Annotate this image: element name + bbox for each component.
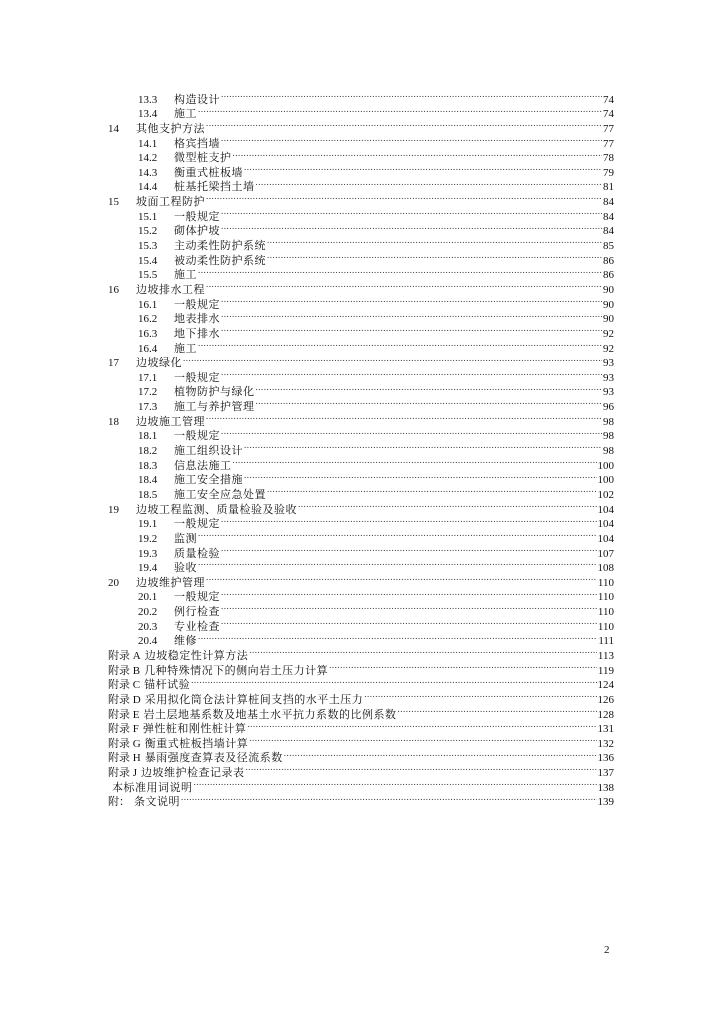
toc-entry-page: 110: [597, 606, 614, 619]
toc-entry-page: 137: [597, 767, 614, 780]
toc-entry-title: 维修: [174, 635, 197, 648]
toc-leader-dots: [267, 483, 597, 498]
toc-entry-title: 信息法施工: [174, 459, 232, 472]
toc-entry-number: 20.3: [138, 620, 158, 633]
toc-entry-number: 16.4: [138, 342, 158, 355]
toc-leader-dots: [246, 761, 597, 776]
table-of-contents: [108, 88, 614, 809]
toc-entry-title: 几种特殊情况下的侧向岩土压力计算: [144, 664, 329, 677]
toc-entry-page: 74: [603, 93, 614, 106]
toc-entry-title: 例行检查: [174, 606, 220, 619]
toc-entry-title: 地表排水: [174, 313, 220, 326]
toc-entry-number: 16.2: [138, 313, 158, 326]
toc-entry-title: 一般规定: [174, 518, 220, 531]
toc-leader-dots: [244, 469, 597, 484]
toc-entry-page: 126: [597, 693, 614, 706]
toc-entry-page: 110: [597, 576, 614, 589]
toc-entry-page: 96: [603, 401, 614, 414]
toc-leader-dots: [221, 132, 602, 147]
toc-entry-title: 边坡施工管理: [136, 415, 205, 428]
toc-leader-dots: [221, 615, 597, 630]
toc-entry-number: 13.4: [138, 108, 158, 121]
toc-leader-dots: [284, 747, 597, 762]
toc-entry-number: 19.3: [138, 547, 158, 560]
toc-entry-number: 19.4: [138, 562, 158, 575]
toc-entry-number: 15.1: [138, 210, 158, 223]
toc-entry-page: 111: [598, 635, 614, 648]
toc-entry-title: 一般规定: [174, 430, 220, 443]
toc-leader-dots: [206, 190, 602, 205]
toc-leader-dots: [244, 161, 602, 176]
toc-leader-dots: [221, 425, 602, 440]
toc-entry-title: 一般规定: [174, 591, 220, 604]
toc-entry-page: 136: [597, 752, 614, 765]
toc-leader-dots: [267, 249, 602, 264]
toc-entry-page: 100: [597, 459, 614, 472]
toc-entry-title: 砌体护坡: [174, 225, 220, 238]
toc-entry-title: 施工: [174, 108, 197, 121]
toc-entry-title: 边坡排水工程: [136, 283, 205, 296]
toc-leader-dots: [397, 703, 596, 718]
toc-entry-number: 15.5: [138, 269, 158, 282]
toc-entry-page: 119: [597, 664, 614, 677]
toc-entry-number: 附录 A: [108, 649, 141, 662]
toc-entry-title: 施工安全应急处置: [174, 488, 266, 501]
toc-leader-dots: [256, 381, 603, 396]
toc-entry-page: 104: [597, 518, 614, 531]
toc-entry-title: 边坡绿化: [136, 357, 182, 370]
toc-entry-number: 附录 F: [108, 723, 139, 736]
toc-entry-page: 98: [603, 445, 614, 458]
toc-entry-number: 16.1: [138, 298, 158, 311]
toc-entry-page: 84: [603, 210, 614, 223]
toc-entry-number: 16.3: [138, 327, 158, 340]
toc-entry-number: 17: [108, 357, 119, 370]
toc-entry-title: 边坡稳定性计算方法: [144, 649, 249, 662]
toc-entry-title: 采用拟化筒仓法计算桩间支挡的水平土压力: [144, 693, 364, 706]
toc-entry-number: 18.3: [138, 459, 158, 472]
toc-leader-dots: [183, 352, 602, 367]
toc-leader-dots: [221, 205, 602, 220]
toc-entry-title: 桩基托梁挡土墙: [174, 181, 255, 194]
toc-entry-page: 108: [597, 562, 614, 575]
toc-entry-page: 124: [597, 679, 614, 692]
toc-entry-page: 86: [603, 269, 614, 282]
toc-entry-page: 92: [603, 327, 614, 340]
toc-entry-page: 77: [603, 122, 614, 135]
toc-entry-page: 79: [603, 166, 614, 179]
toc-entry-page: 104: [597, 503, 614, 516]
toc-entry-number: 19: [108, 503, 119, 516]
toc-entry-title: 施工: [174, 269, 197, 282]
toc-entry-page: 107: [597, 547, 614, 560]
toc-entry-title: 微型桩支护: [174, 152, 232, 165]
toc-entry-page: 138: [597, 781, 614, 794]
toc-entry-title: 专业检查: [174, 620, 220, 633]
toc-entry-number: 20.2: [138, 606, 158, 619]
toc-entry-number: 20.1: [138, 591, 158, 604]
toc-leader-dots: [221, 586, 597, 601]
toc-entry-page: 93: [603, 371, 614, 384]
toc-entry-title: 边坡维护检查记录表: [141, 767, 245, 780]
toc-entry-title: 被动柔性防护系统: [174, 254, 266, 267]
toc-entry-title: 弹性桩和刚性桩计算: [142, 723, 247, 736]
toc-entry-title: 坡面工程防护: [136, 196, 205, 209]
toc-entry-title: 一般规定: [174, 298, 220, 311]
toc-leader-dots: [221, 513, 597, 528]
toc-entry-number: 附录 E: [108, 708, 140, 721]
toc-entry-title: 岩土层地基系数及地基土水平抗力系数的比例系数: [143, 708, 397, 721]
toc-entry-number: 16: [108, 283, 119, 296]
toc-entry-number: 14.2: [138, 152, 158, 165]
toc-leader-dots: [198, 264, 602, 279]
toc-entry-number: 附录 J: [108, 767, 138, 780]
toc-entry-number: 附录 C: [108, 679, 141, 692]
toc-entry-title: 本标准用词说明: [112, 781, 193, 794]
toc-entry-title: 衡重式桩板墙: [174, 166, 243, 179]
toc-entry-number: 20: [108, 576, 119, 589]
toc-leader-dots: [233, 454, 597, 469]
toc-entry-page: 131: [597, 723, 614, 736]
toc-entry-number: 19.2: [138, 532, 158, 545]
toc-entry-title: 暴雨强度查算表及径流系数: [144, 752, 283, 765]
toc-entry-page: 102: [597, 488, 614, 501]
toc-entry[interactable]: [108, 352, 614, 370]
toc-entry-number: 17.1: [138, 371, 158, 384]
toc-entry-number: 15: [108, 196, 119, 209]
toc-entry-page: 86: [603, 254, 614, 267]
toc-entry-number: 14.4: [138, 181, 158, 194]
toc-entry-page: 81: [603, 181, 614, 194]
toc-leader-dots: [329, 659, 597, 674]
toc-entry-number: 18.2: [138, 445, 158, 458]
toc-leader-dots: [221, 322, 602, 337]
toc-leader-dots: [194, 776, 597, 791]
toc-entry-number: 15.3: [138, 240, 158, 253]
toc-entry-title: 格宾挡墙: [174, 137, 220, 150]
toc-entry-title: 监测: [174, 532, 197, 545]
toc-entry[interactable]: [108, 366, 614, 384]
toc-entry-number: 附：: [108, 796, 130, 809]
toc-entry-number: 20.4: [138, 635, 158, 648]
page-number: 2: [604, 944, 610, 956]
toc-entry-page: 74: [603, 108, 614, 121]
toc-entry-page: 85: [603, 240, 614, 253]
toc-entry-title: 施工安全措施: [174, 474, 243, 487]
toc-entry-title: 植物防护与绿化: [174, 386, 255, 399]
toc-entry-number: 附录 G: [108, 737, 141, 750]
toc-leader-dots: [267, 234, 602, 249]
toc-entry-number: 14.3: [138, 166, 158, 179]
toc-entry-page: 93: [603, 386, 614, 399]
toc-leader-dots: [221, 366, 602, 381]
toc-entry-page: 104: [597, 532, 614, 545]
toc-entry-title: 一般规定: [174, 371, 220, 384]
toc-entry-number: 18.4: [138, 474, 158, 487]
toc-entry-number: 14: [108, 122, 119, 135]
toc-entry-page: 77: [603, 137, 614, 150]
toc-leader-dots: [221, 293, 602, 308]
toc-entry-page: 84: [603, 196, 614, 209]
toc-entry-title: 施工组织设计: [174, 445, 243, 458]
toc-entry-page: 139: [597, 796, 614, 809]
toc-leader-dots: [247, 718, 596, 733]
toc-leader-dots: [249, 644, 597, 659]
toc-entry-page: 98: [603, 430, 614, 443]
toc-entry-number: 17.3: [138, 401, 158, 414]
toc-entry-title: 边坡工程监测、质量检验及验收: [136, 503, 297, 516]
toc-entry-title: 施工: [174, 342, 197, 355]
toc-leader-dots: [221, 220, 602, 235]
toc-leader-dots: [364, 688, 596, 703]
toc-entry-number: 附录 B: [108, 664, 141, 677]
toc-leader-dots: [221, 308, 602, 323]
toc-leader-dots: [221, 88, 602, 103]
toc-leader-dots: [181, 791, 597, 806]
toc-entry[interactable]: [108, 88, 614, 106]
toc-leader-dots: [191, 674, 596, 689]
toc-leader-dots: [206, 278, 602, 293]
toc-leader-dots: [206, 571, 597, 586]
toc-entry-page: 128: [597, 708, 614, 721]
toc-entry-number: 17.2: [138, 386, 158, 399]
toc-leader-dots: [198, 630, 597, 645]
toc-entry-page: 100: [597, 474, 614, 487]
toc-entry-number: 附录 H: [108, 752, 141, 765]
toc-entry-number: 18.1: [138, 430, 158, 443]
toc-entry-title: 一般规定: [174, 210, 220, 223]
toc-leader-dots: [198, 527, 597, 542]
toc-leader-dots: [206, 410, 602, 425]
toc-entry-title: 锚杆试验: [144, 679, 191, 692]
toc-entry-page: 110: [597, 620, 614, 633]
toc-entry[interactable]: [108, 791, 614, 809]
toc-entry-number: 19.1: [138, 518, 158, 531]
toc-entry-title: 边坡维护管理: [136, 576, 205, 589]
toc-entry-title: 条文说明: [134, 796, 180, 809]
toc-leader-dots: [249, 732, 596, 747]
toc-entry-number: 18: [108, 415, 119, 428]
toc-entry-page: 92: [603, 342, 614, 355]
toc-entry-number: 15.4: [138, 254, 158, 267]
toc-entry-number: 附录 D: [108, 693, 141, 706]
toc-entry-page: 113: [597, 649, 614, 662]
toc-entry-page: 93: [603, 357, 614, 370]
toc-entry-number: 18.5: [138, 488, 158, 501]
toc-entry-page: 98: [603, 415, 614, 428]
toc-entry-title: 质量检验: [174, 547, 220, 560]
toc-leader-dots: [233, 147, 603, 162]
toc-entry-page: 90: [603, 298, 614, 311]
toc-entry-page: 78: [603, 152, 614, 165]
toc-entry-title: 验收: [174, 562, 197, 575]
toc-leader-dots: [221, 600, 597, 615]
toc-leader-dots: [198, 337, 602, 352]
toc-leader-dots: [198, 557, 597, 572]
toc-entry-title: 施工与养护管理: [174, 401, 255, 414]
toc-leader-dots: [221, 542, 597, 557]
toc-leader-dots: [206, 117, 602, 132]
toc-leader-dots: [298, 498, 597, 513]
toc-entry-page: 110: [597, 591, 614, 604]
toc-entry-number: 14.1: [138, 137, 158, 150]
toc-entry-number: 13.3: [138, 93, 158, 106]
toc-entry-title: 构造设计: [174, 93, 220, 106]
toc-leader-dots: [256, 395, 603, 410]
toc-leader-dots: [198, 103, 602, 118]
toc-entry-title: 地下排水: [174, 327, 220, 340]
toc-entry-title: 其他支护方法: [136, 122, 205, 135]
toc-entry-page: 84: [603, 225, 614, 238]
toc-entry-title: 主动柔性防护系统: [174, 240, 266, 253]
toc-leader-dots: [244, 439, 602, 454]
toc-entry-page: 90: [603, 313, 614, 326]
toc-entry-title: 衡重式桩板挡墙计算: [144, 737, 249, 750]
toc-leader-dots: [256, 176, 603, 191]
toc-entry-page: 132: [597, 737, 614, 750]
toc-entry-page: 90: [603, 283, 614, 296]
toc-entry-number: 15.2: [138, 225, 158, 238]
